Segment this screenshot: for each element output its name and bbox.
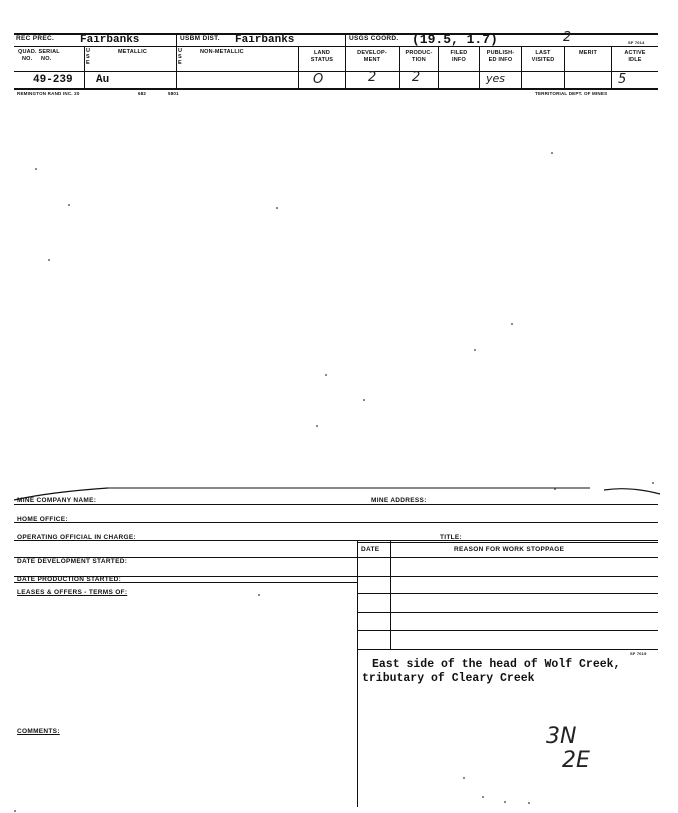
stoppage-reason-header: REASON FOR WORK STOPPAGE xyxy=(454,546,565,553)
published-info-value: yes xyxy=(486,72,506,85)
corner-number: 2 xyxy=(563,30,572,45)
comments-label: COMMENTS: xyxy=(17,728,60,735)
production-header: PRODUC- TION xyxy=(405,50,433,63)
handwritten-township: 3N xyxy=(546,724,577,749)
title-label: TITLE: xyxy=(440,534,463,541)
footer-code-1: 682 xyxy=(138,91,147,96)
date-development-label: DATE DEVELOPMENT STARTED: xyxy=(17,558,128,565)
location-description-line1: East side of the head of Wolf Creek, xyxy=(372,658,621,671)
development-header: DEVELOP- MENT xyxy=(357,50,387,63)
non-metallic-header: NON-METALLIC xyxy=(200,49,244,55)
use-metallic-marker: U S E xyxy=(86,48,91,66)
metallic-value: Au xyxy=(96,74,110,86)
usgs-coord-value: (19.5, 1.7) xyxy=(412,32,498,47)
card-edge-curve xyxy=(0,484,678,504)
land-status-value: O xyxy=(313,72,324,87)
rec-prec-value: Fairbanks xyxy=(80,34,140,46)
footer-printer: REMINGTON RAND INC. 20 xyxy=(17,91,80,96)
bottom-form-code: SF 7015 xyxy=(630,651,647,656)
rec-prec-label: REC PREC. xyxy=(16,35,55,42)
quad-serial-header: QUAD. SERIAL xyxy=(18,49,60,55)
footer-code-2: 5801 xyxy=(168,91,179,96)
merit-header: MERIT xyxy=(578,50,598,56)
published-info-header: PUBLISH- ED INFO xyxy=(486,50,515,63)
mine-company-name-label: MINE COMPANY NAME: xyxy=(17,497,97,504)
filed-info-header: FILED INFO xyxy=(450,50,468,63)
usbm-dist-label: USBM DIST. xyxy=(180,35,220,42)
metallic-header: METALLIC xyxy=(118,49,147,55)
leases-offers-label: LEASES & OFFERS - TERMS OF: xyxy=(17,589,128,596)
development-value: 2 xyxy=(368,70,377,85)
quad-serial-value: 49-239 xyxy=(33,74,73,86)
footer-department: TERRITORIAL DEPT. OF MINES xyxy=(535,91,608,96)
use-nonmetallic-marker: U S E xyxy=(178,48,183,66)
operating-official-label: OPERATING OFFICIAL IN CHARGE: xyxy=(17,534,136,541)
usbm-dist-value: Fairbanks xyxy=(235,34,295,46)
land-status-header: LAND STATUS xyxy=(310,50,334,63)
location-description-line2: tributary of Cleary Creek xyxy=(362,672,535,685)
mine-address-label: MINE ADDRESS: xyxy=(371,497,427,504)
date-production-label: DATE PRODUCTION STARTED: xyxy=(17,576,122,583)
production-value: 2 xyxy=(412,70,421,85)
usgs-coord-label: USGS COORD. xyxy=(349,35,399,42)
last-visited-header: LAST VISITED xyxy=(531,50,555,63)
top-form-code: SF 7014 xyxy=(628,40,645,45)
handwritten-range: 2E xyxy=(562,748,590,773)
no-no-header: NO. NO. xyxy=(22,56,52,62)
home-office-label: HOME OFFICE: xyxy=(17,516,68,523)
stoppage-date-header: DATE xyxy=(361,546,380,553)
active-idle-header: ACTIVE IDLE xyxy=(624,50,646,63)
active-idle-value: 5 xyxy=(618,72,627,87)
